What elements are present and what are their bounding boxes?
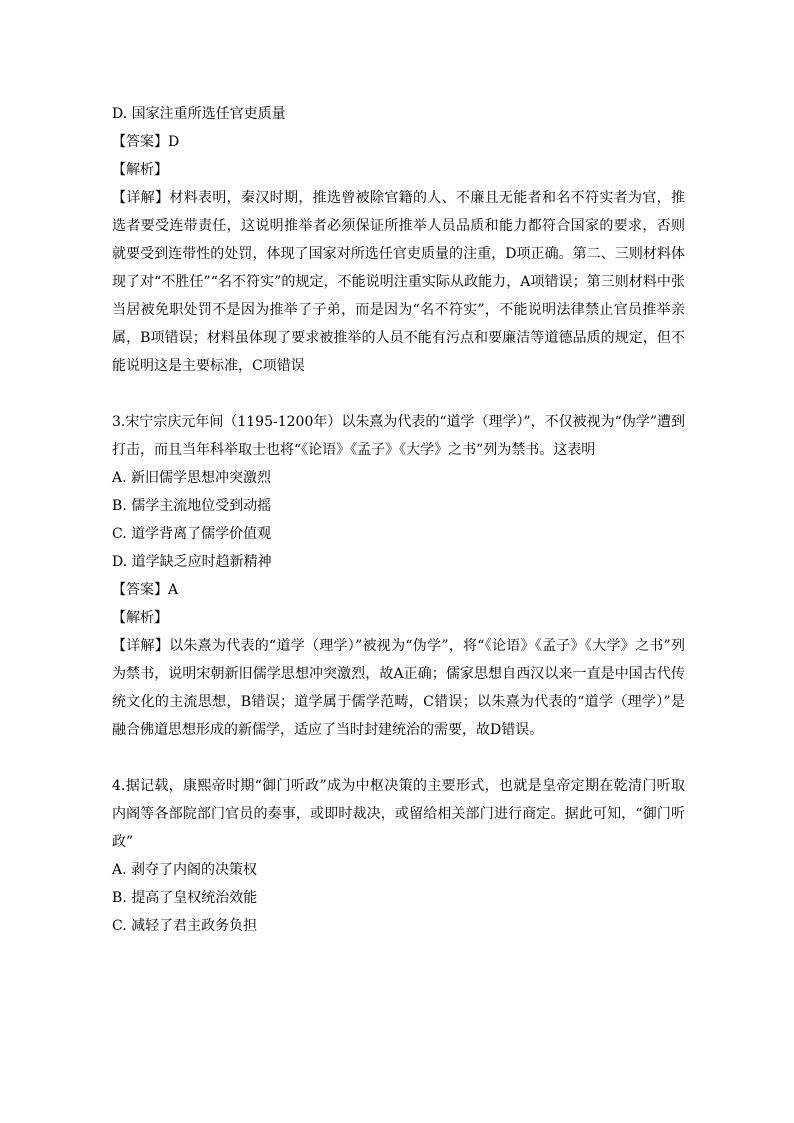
document-content <box>112 100 685 940</box>
text-line: D. 国家注重所选任官吏质量 <box>112 106 286 122</box>
question-3-stem: 3.宋宁宗庆元年间（1195-1200年）以朱熹为代表的“道学（理学）”，不仅被视为“伪学”遭到打击，而且当年科举取士也将“《论语》《孟子》《大学》之书”列为禁书。这表明 <box>112 414 685 458</box>
section-gap <box>112 744 685 772</box>
detail-paragraph: 【详解】以朱熹为代表的“道学（理学）”被视为“伪学”，将“《论语》《孟子》《大学》之书”列为禁书，说明宋朝新旧儒学思想冲突激烈，故A正确；儒家思想自西汉以来一直是中国古代传统文化的主流思想，B错误；道学属于儒学范畴，C错误；以朱熹为代表的“道学（理学）”是融合佛道思想形成的新儒学，适应了当时封建统治的需要，故D错误。 <box>112 638 685 738</box>
analysis-label: 【解析】 <box>112 162 168 178</box>
option-b: B. 提高了皇权统治效能 <box>112 890 258 906</box>
option-a: A. 新旧儒学思想冲突激烈 <box>112 470 272 486</box>
option-d: D. 道学缺乏应时趋新精神 <box>112 554 272 570</box>
option-b: B. 儒学主流地位受到动摇 <box>112 498 272 514</box>
question-4-stem: 4.据记载，康熙帝时期“御门听政”成为中枢决策的主要形式，也就是皇帝定期在乾清门听取内阁等各部院部门官员的奏事，或即时裁决，或留给相关部门进行商定。据此可知，“御门听政” <box>112 778 685 850</box>
option-a: A. 剥夺了内阁的决策权 <box>112 862 258 878</box>
section-gap <box>112 380 685 408</box>
answer-line: 【答案】D <box>112 134 180 150</box>
analysis-label: 【解析】 <box>112 610 168 626</box>
option-c: C. 道学背离了儒学价值观 <box>112 526 272 542</box>
detail-paragraph: 【详解】材料表明，秦汉时期，推选曾被除官籍的人、不廉且无能者和名不符实者为官，推选者要受连带责任，这说明推举者必须保证所推举人员品质和能力都符合国家的要求，否则就要受到连带性的处罚，体现了国家对所选任官吏质量的注重，D项正确。第二、三则材料体现了对“不胜任”“名不符实”的规定，不能说明注重实际从政能力，A项错误；第三则材料中张当居被免职处罚不是因为推举了子弟，而是因为“名不符实”，不能说明法律禁止官员推举亲属，B项错误；材料虽体现了要求被推举的人员不能有污点和要廉洁等道德品质的规定，但不能说明这是主要标准，C项错误 <box>112 190 685 374</box>
option-c: C. 减轻了君主政务负担 <box>112 918 258 934</box>
answer-line: 【答案】A <box>112 582 179 598</box>
